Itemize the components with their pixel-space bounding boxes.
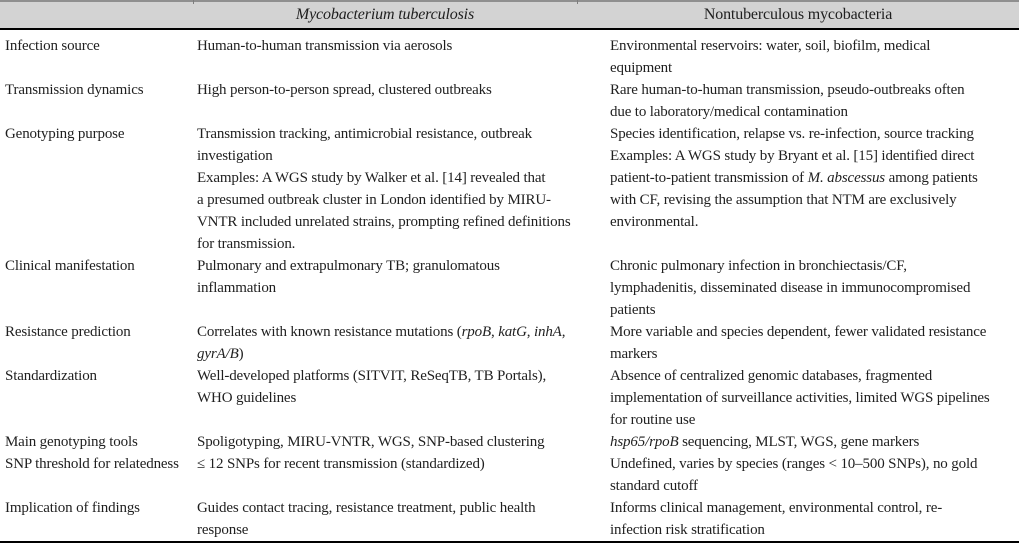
cell-line [610,255,1019,277]
text-segment: response [197,522,249,538]
text-segment: Undefined, varies by species (ranges < 10–500 SNPs), no gold [610,456,978,472]
table-row [0,321,1019,365]
cell-line [610,35,1019,57]
text-segment: Examples: A WGS study by Bryant et al. [15] identified direct [610,148,975,164]
cell-line [610,167,1019,189]
mtb-cell [197,255,577,299]
cell-line [610,123,1019,145]
italic-text-segment: gyrA/B [197,346,239,362]
table-row [0,79,1019,123]
column-divider-tick [193,0,194,4]
cell-line [610,277,1019,299]
cell-line [610,497,1019,519]
cell-line [610,453,1019,475]
row-label: SNP threshold for relatedness [5,456,179,472]
text-segment: with CF, revising the assumption that NTM are exclusively [610,192,957,208]
cell-line [197,365,577,387]
ntm-cell [577,497,1019,541]
mtb-cell [197,321,577,365]
ntm-cell [577,35,1019,79]
text-segment: standard cutoff [610,478,698,494]
header-mtb-column: Mycobacterium tuberculosis [295,6,475,23]
cell-line [610,57,1019,79]
italic-text-segment: rpoB [461,324,491,340]
table-row [0,35,1019,79]
cell-line [197,167,577,189]
text-segment: ≤ 12 SNPs for recent transmission (standardized) [197,456,485,472]
text-segment: lymphadenitis, disseminated disease in immunocompromised [610,280,971,296]
cell-line [610,101,1019,123]
cell-line [197,123,577,145]
text-segment: for routine use [610,412,696,428]
ntm-cell [577,321,1019,365]
table-row [0,255,1019,321]
text-segment: , [561,324,566,340]
table-row [0,431,1019,453]
text-segment: Human-to-human transmission via aerosols [197,38,453,54]
text-segment: markers [610,346,658,362]
cell-line [610,343,1019,365]
cell-line [197,387,577,409]
mtb-cell [197,123,577,255]
text-segment: ) [238,346,244,362]
mtb-cell [197,431,577,453]
table-bottom-border [0,541,1019,543]
ntm-cell [577,431,1019,453]
cell-line [197,189,577,211]
text-segment: inflammation [197,280,277,296]
ntm-cell [577,365,1019,431]
text-segment: patients [610,302,656,318]
cell-line [610,519,1019,541]
ntm-cell [577,79,1019,123]
text-segment: Guides contact tracing, resistance treatment, public health [197,500,536,516]
mtb-cell [197,365,577,409]
row-label: Genotyping purpose [5,126,125,142]
table-body [0,30,1019,541]
row-label: Clinical manifestation [5,258,135,274]
text-segment: WHO guidelines [197,390,297,406]
text-segment: Spoligotyping, MIRU-VNTR, WGS, SNP-based clustering [197,434,545,450]
text-segment: infection risk stratification [610,522,765,538]
cell-line [610,79,1019,101]
mtb-cell [197,35,577,57]
cell-line [197,321,577,343]
cell-line [197,497,577,519]
cell-line [610,189,1019,211]
cell-line [610,299,1019,321]
text-segment: a presumed outbreak cluster in London identified by MIRU- [197,192,551,208]
cell-line [197,255,577,277]
row-label: Resistance prediction [5,324,131,340]
mtb-cell [197,453,577,475]
table-row [0,365,1019,431]
text-segment: Correlates with known resistance mutations ( [197,324,462,340]
cell-line [610,365,1019,387]
cell-line [197,519,577,541]
italic-text-segment: inhA [533,324,562,340]
cell-line [197,233,577,255]
row-label: Implication of findings [5,500,140,516]
text-segment: VNTR included unrelated strains, prompting refined definitions [197,214,571,230]
text-segment: due to laboratory/medical contamination [610,104,848,120]
text-segment: patient-to-patient transmission of [610,170,808,186]
cell-line [197,277,577,299]
cell-line [197,431,577,453]
cell-line [610,431,1019,453]
text-segment: Species identification, relapse vs. re-infection, source tracking [610,126,974,142]
text-segment: High person-to-person spread, clustered outbreaks [197,82,492,98]
text-segment: for transmission. [197,236,296,252]
text-segment: , [491,324,499,340]
text-segment: Environmental reservoirs: water, soil, biofilm, medical [610,38,931,54]
cell-line [610,475,1019,497]
cell-line [610,409,1019,431]
cell-line [197,79,577,101]
text-segment: Examples: A WGS study by Walker et al. [14] revealed that [197,170,546,186]
cell-line [610,387,1019,409]
row-label: Standardization [5,368,97,384]
text-segment: Informs clinical management, environmental control, re- [610,500,943,516]
ntm-cell [577,453,1019,497]
text-segment: Chronic pulmonary infection in bronchiectasis/CF, [610,258,907,274]
text-segment: equipment [610,60,672,76]
text-segment: Rare human-to-human transmission, pseudo-outbreaks often [610,82,965,98]
row-label: Infection source [5,38,100,54]
italic-text-segment: hsp65/rpoB [610,434,679,450]
row-label: Main genotyping tools [5,434,138,450]
text-segment: Well-developed platforms (SITVIT, ReSeqTB, TB Portals), [197,368,547,384]
table-header-row [0,0,1019,30]
text-segment: Pulmonary and extrapulmonary TB; granulomatous [197,258,500,274]
text-segment: Absence of centralized genomic databases, fragmented [610,368,933,384]
cell-line [197,343,577,365]
cell-line [610,321,1019,343]
text-segment: , [526,324,534,340]
table-row [0,497,1019,541]
cell-line [197,211,577,233]
text-segment: environmental. [610,214,699,230]
text-segment: Transmission tracking, antimicrobial resistance, outbreak [197,126,532,142]
table-row [0,453,1019,497]
mtb-cell [197,79,577,101]
cell-line [197,453,577,475]
italic-text-segment: katG [498,324,527,340]
header-ntm-column: Nontuberculous mycobacteria [703,6,893,23]
mtb-cell [197,497,577,541]
text-segment: investigation [197,148,273,164]
text-segment: More variable and species dependent, fewer validated resistance [610,324,987,340]
italic-text-segment: M. abscessus [807,170,885,186]
text-segment: implementation of surveillance activities, limited WGS pipelines [610,390,990,406]
column-divider-tick [577,0,578,4]
cell-line [610,211,1019,233]
cell-line [197,145,577,167]
text-segment: among patients [885,170,978,186]
row-label: Transmission dynamics [5,82,144,98]
ntm-cell [577,123,1019,233]
ntm-cell [577,255,1019,321]
text-segment: sequencing, MLST, WGS, gene markers [678,434,920,450]
cell-line [197,35,577,57]
table-row [0,123,1019,255]
cell-line [610,145,1019,167]
